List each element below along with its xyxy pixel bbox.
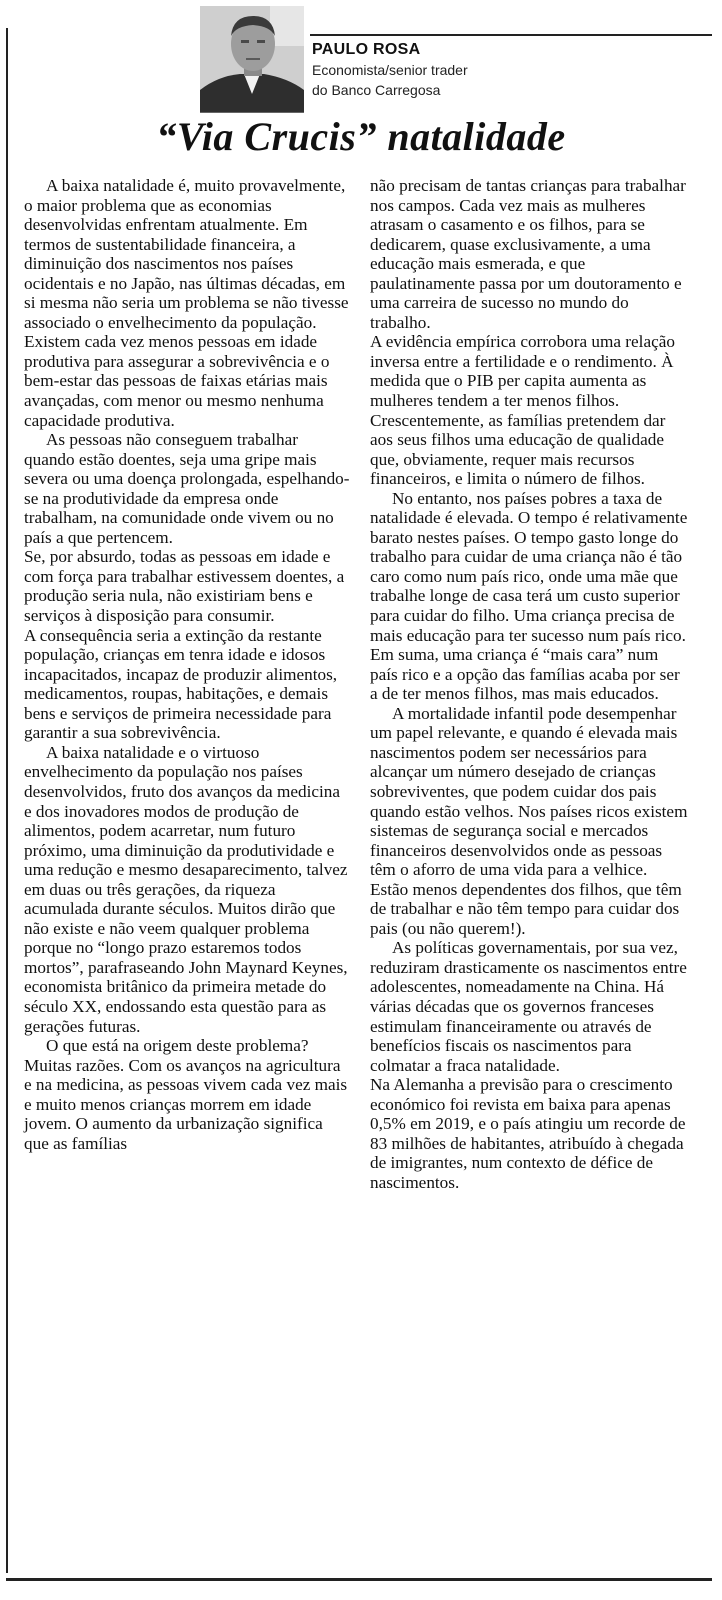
paragraph: As pessoas não conseguem trabalhar quando estão doentes, seja uma gripe mais severa ou uma doença prolongada, espelhando-se na produtividade da empresa onde trabalham, na comunidade onde vivem ou no país a que pertencem. — [24, 430, 350, 547]
paragraph: A consequência seria a extinção da restante população, crianças em tenra idade e idosos incapacitados, incapaz de produzir alimentos, medicamentos, roupas, habitações, e demais bens e serviços de primeira necessidade para garantir a sua sobrevivência. — [24, 625, 338, 743]
bottom-rule — [6, 1578, 712, 1581]
header-rule — [310, 34, 712, 36]
author-role-line-1: Economista/senior trader — [312, 62, 468, 78]
article-column-right — [370, 176, 688, 1192]
author-photo — [200, 6, 304, 113]
author-byline — [312, 40, 468, 100]
paragraph: não precisam de tantas crianças para trabalhar nos campos. Cada vez mais as mulheres atrasam o casamento e os filhos, para se dedicarem, quase exclusivamente, a uma educação mais esmerada, e que paulatinamente passa por um doutoramento e uma carreira de sucesso no mundo do trabalho. — [370, 176, 686, 332]
paragraph: O que está na origem deste problema? Muitas razões. Com os avanços na agricultura e na medicina, as pessoas vivem cada vez mais e muito menos crianças morrem em idade jovem. O aumento da urbanização significa que as famílias — [24, 1036, 348, 1153]
paragraph: A mortalidade infantil pode desempenhar um papel relevante, e quando é elevada mais nascimentos podem ser necessários para alcançar um número desejado de crianças sobreviventes, que podem cuidar dos pais quando estão velhos. Nos países ricos existem sistemas de segurança social e mercados financeiros desenvolvidos onde as pessoas têm o aforro de uma vida para a velhice. Estão menos dependentes dos filhos, que têm de trabalhar e não têm tempo para cuidar dos pais (ou não querem!). — [370, 703, 688, 938]
paragraph: As políticas governamentais, por sua vez, reduziram drasticamente os nascimentos entre adolescentes, nomeadamente na China. Há várias décadas que os governos franceses estimulam financeiramente ou através de benefícios fiscais os nascimentos para colmatar a fraca natalidade. — [370, 938, 687, 1075]
author-role-line-2: do Banco Carregosa — [312, 82, 441, 98]
article-column-left — [24, 176, 350, 1153]
paragraph: A baixa natalidade e o virtuoso envelhecimento da população nos países desenvolvidos, fruto dos avanços da medicina e dos inovadores modos de produção de alimentos, podem acarretar, num futuro próximo, uma diminuição da produtividade e uma redução e mesmo desaparecimento, talvez em duas ou três gerações, da riqueza acumulada durante séculos. Muitos dirão que não existe e não veem qualquer problema porque no “longo prazo estaremos todos mortos”, parafraseando John Maynard Keynes, economista britânico da primeira metade do século XX, endossando esta questão para as gerações futuras. — [24, 742, 348, 1036]
paragraph: Se, por absurdo, todas as pessoas em idade e com força para trabalhar estivessem doentes, a produção seria nula, não existiriam bens e serviços à disposição para consumir. — [24, 547, 345, 626]
paragraph: Na Alemanha a previsão para o crescimento económico foi revista em baixa para apenas 0,5% em 2019, e o país atingiu um recorde de 83 milhões de habitantes, atribuído à chegada de imigrantes, num contexto de défice de nascimentos. — [370, 1075, 686, 1192]
left-column-rule — [6, 28, 8, 1573]
author-portrait-icon — [200, 6, 304, 112]
article-headline: “Via Crucis” natalidade — [156, 114, 566, 159]
paragraph: A baixa natalidade é, muito provavelmente, o maior problema que as economias desenvolvidas enfrentam atualmente. Em termos de sustentabilidade financeira, a diminuição dos nascimentos nos países ocidentais e no Japão, nas últimas décadas, em si mesma não seria um problema se não tivesse associado o envelhecimento da população. Existem cada vez menos pessoas em idade produtiva para assegurar a sobrevivência e o bem-estar das pessoas de faixas etárias mais avançadas, com menor ou mesmo nenhuma capacidade produtiva. — [24, 176, 349, 430]
author-name: PAULO ROSA — [312, 41, 421, 58]
paragraph: A evidência empírica corrobora uma relação inversa entre a fertilidade e o rendimento. À medida que o PIB per capita aumenta as mulheres tendem a ter menos filhos. Crescentemente, as famílias pretendem dar aos seus filhos uma educação de qualidade que, obviamente, requer mais recursos financeiros, e limita o número de filhos. — [370, 332, 675, 489]
paragraph: No entanto, nos países pobres a taxa de natalidade é elevada. O tempo é relativamente barato nestes países. O tempo gasto longe do trabalho para cuidar de uma criança não é tão caro como num país rico, onde uma mãe que trabalhe longe de casa terá um custo superior para cuidar do filho. Uma criança precisa de mais educação para ter sucesso num país rico. Em suma, uma criança é “mais cara” num país rico e a opção das famílias acaba por ser a de ter menos filhos, mas mais educados. — [370, 488, 688, 704]
